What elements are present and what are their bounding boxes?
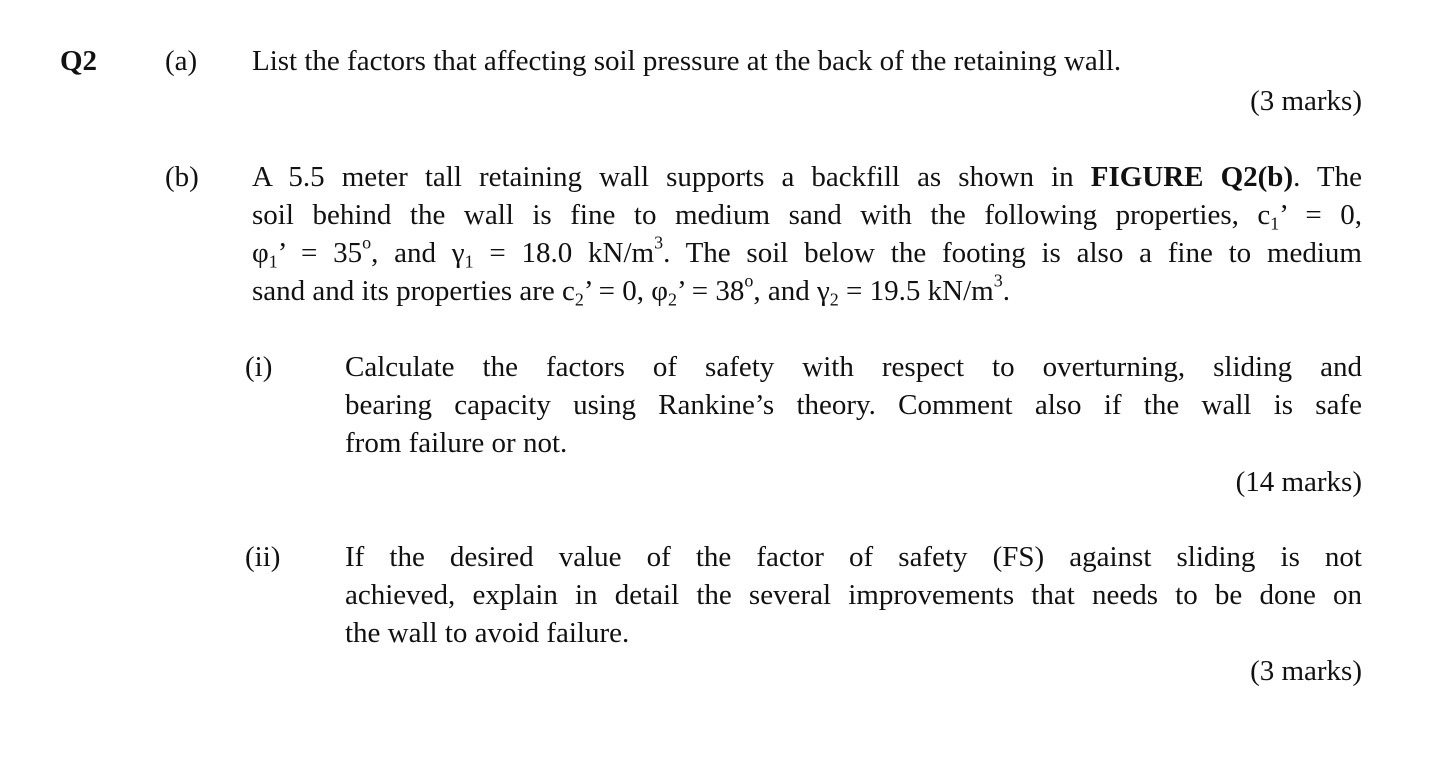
part-b-i-marks: (14 marks) [1235, 466, 1362, 498]
part-b-i-text [345, 348, 1362, 462]
part-b-line-3: $\varphi_1$’ = $35^o$, and $\gamma_1 = 18.0$ $kN/m^3$. The soil below the footing is also a fine to medium [252, 232, 1362, 272]
part-b-line-4: sand and its properties are $c_2$’ = 0, $\varphi_2$’ = $38^o$, and $\gamma_2 = 19.5$ $kN/m^3$. [252, 270, 1010, 310]
part-b-ii-line-2: achieved, explain in detail the several improvements that needs to be done on [345, 579, 1362, 611]
part-b-i-line-3: from failure or not. [345, 427, 568, 459]
part-b-ii-text [345, 538, 1362, 652]
part-b-text [252, 158, 1362, 310]
part-b-line-2: soil behind the wall is fine to medium sand with the following properties, $c_1$’ = 0, [252, 199, 1362, 234]
part-b-i-line-1: Calculate the factors of safety with respect to overturning, sliding and [345, 351, 1362, 383]
part-a-text: List the factors that affecting soil pressure at the back of the retaining wall. [252, 45, 1122, 77]
part-b-ii-line-1: If the desired value of the factor of safety (FS) against sliding is not [345, 541, 1362, 573]
part-b-line-1: A 5.5 meter tall retaining wall supports a backfill as shown in FIGURE Q2(b). The [252, 161, 1362, 193]
question-number: Q2 [60, 45, 98, 77]
part-a-label: (a) [165, 45, 198, 77]
part-b-label: (b) [165, 161, 199, 193]
figure-reference: FIGURE Q2(b) [1090, 161, 1294, 193]
part-b-ii-label: (ii) [245, 541, 281, 573]
part-b-i-line-2: bearing capacity using Rankine’s theory. Comment also if the wall is safe [345, 389, 1362, 421]
part-a-marks: (3 marks) [1250, 85, 1362, 117]
part-b-i-label: (i) [245, 351, 273, 383]
part-b-ii-marks: (3 marks) [1250, 655, 1362, 687]
part-b-ii-line-3: the wall to avoid failure. [345, 617, 630, 649]
